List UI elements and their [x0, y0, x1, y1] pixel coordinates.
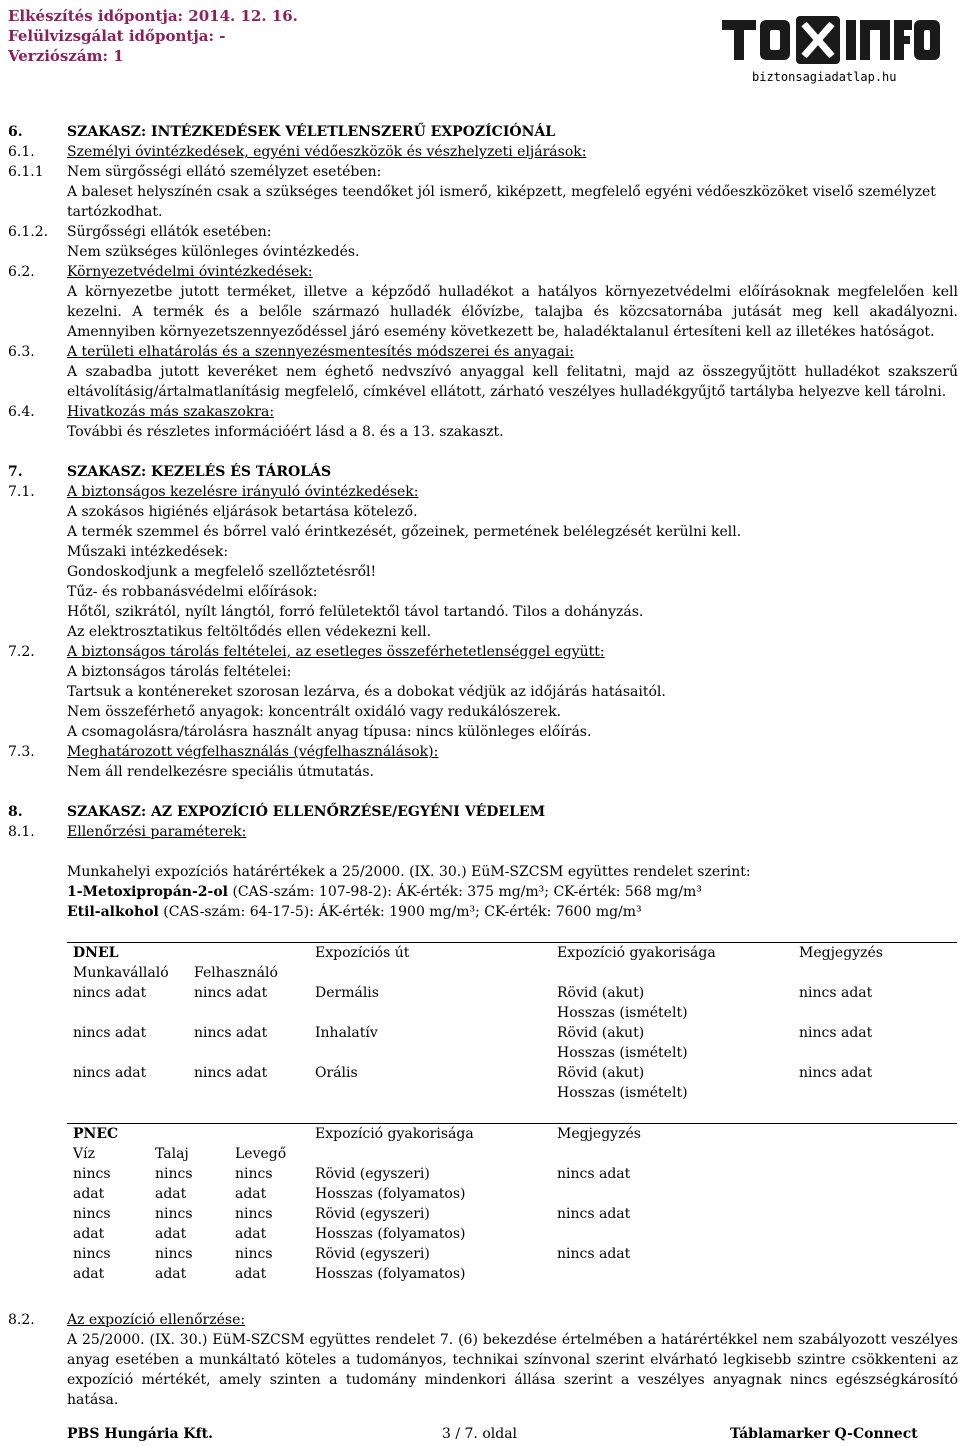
cell-water: nincs adat: [73, 1206, 111, 1242]
cell-note: nincs adat: [557, 1246, 631, 1262]
section-8-2-heading: 8.2. Az expozíció ellenőrzése:: [8, 1312, 246, 1328]
section-7-2-line: A biztonságos tárolás feltételei:: [67, 664, 292, 680]
section-6-2-heading: 6.2. Környezetvédelmi óvintézkedések:: [8, 264, 313, 280]
table-row: [67, 983, 957, 1023]
section-7-1-line: Műszaki intézkedések:: [67, 544, 229, 560]
section-7-2-heading: 7.2. A biztonságos tárolás feltételei, az esetleges összeférhetetlenséggel együtt:: [8, 644, 605, 660]
review-date: Felülvizsgálat időpontja: -: [8, 27, 226, 45]
version-number: Verziószám: 1: [8, 47, 124, 65]
cell-frequency: Rövid (egyszeri) Hosszas (folyamatos): [315, 1246, 466, 1282]
table-row: [67, 1063, 957, 1103]
section-7-heading: 7. SZAKASZ: KEZELÉS ÉS TÁROLÁS: [8, 464, 332, 480]
dnel-subheader-row: [67, 963, 957, 983]
dnel-table: [67, 942, 957, 1103]
section-8-2-text: A 25/2000. (IX. 30.) EüM-SZCSM együttes rendelet 7. (6) bekezdése értelmében a határértékkel nem szabályozott veszélyes anyag esetében a munkáltató köteles a tudományos, technikai színvonal szerint elvárható legkisebb szintre csökkenteni az expozíció mértékét, amely szinten a tudomány mindenkori állása szerint a veszélyes anyagnak nincs egészségkárosító hatása.: [67, 1332, 958, 1408]
cell-worker: nincs adat: [73, 1025, 147, 1041]
section-7-1-line: A termék szemmel és bőrrel való érintkezését, gőzeinek, permetének belélegzését kerülni kell.: [67, 524, 742, 540]
section-8-heading: 8. SZAKASZ: AZ EXPOZÍCIÓ ELLENŐRZÉSE/EGYÉNI VÉDELEM: [8, 804, 546, 820]
cell-soil: nincs adat: [155, 1166, 193, 1202]
section-6-3-text: A szabadba jutott keveréket nem éghető nedvszívó anyaggal kell felitatni, majd az összegyűjtött hulladékot szakszerű eltávolításig/ártalmatlanításig megfelelő, címkével ellátott, zárható veszélyes hulladékgyűjtő tartályba helyezve kell tárolni.: [67, 364, 958, 400]
cell-frequency: Rövid (egyszeri) Hosszas (folyamatos): [315, 1206, 466, 1242]
section-7-2-line: A csomagolásra/tárolásra használt anyag típusa: nincs különleges előírás.: [67, 724, 592, 740]
cell-note: nincs adat: [557, 1166, 631, 1182]
cell-frequency: Rövid (akut) Hosszas (ismételt): [557, 1065, 688, 1101]
cell-route: Dermális: [315, 985, 379, 1001]
soil-header: Talaj: [155, 1146, 189, 1162]
pnec-subheader-row: [67, 1144, 957, 1164]
exposure-limits-intro: Munkahelyi expozíciós határértékek a 25/2000. (IX. 30.) EüM-SZCSM együttes rendelet szerint:: [67, 864, 751, 880]
section-7-3-text: Nem áll rendelkezésre speciális útmutatás.: [67, 764, 374, 780]
pnec-header: PNEC: [73, 1126, 119, 1142]
section-7-2-line: Nem összeférhető anyagok: koncentrált oxidáló vagy redukálószerek.: [67, 704, 562, 720]
table-row: [67, 1023, 957, 1063]
footer-product: Táblamarker Q-Connect: [730, 1426, 918, 1442]
cell-route: Orális: [315, 1065, 358, 1081]
section-7-3-heading: 7.3. Meghatározott végfelhasználás (végfelhasználások):: [8, 744, 439, 760]
pnec-header-row: [67, 1124, 957, 1145]
cell-worker: nincs adat: [73, 985, 147, 1001]
dnel-header-row: [67, 943, 957, 964]
air-header: Levegő: [235, 1146, 287, 1162]
section-7-1-line: Gondoskodjunk a megfelelő szellőztetésről!: [67, 564, 377, 580]
cell-frequency: Rövid (akut) Hosszas (ismételt): [557, 985, 688, 1021]
exposure-route-header: Expozíciós út: [315, 945, 410, 961]
section-7-1-line: A szokásos higiénés eljárások betartása kötelező.: [67, 504, 418, 520]
cell-water: nincs adat: [73, 1246, 111, 1282]
section-6-1-2-heading: 6.1.2. Sürgősségi ellátók esetében:: [8, 224, 272, 240]
cell-note: nincs adat: [799, 985, 873, 1001]
note-header: Megjegyzés: [799, 945, 883, 961]
cell-air: nincs adat: [235, 1166, 273, 1202]
table-row: [67, 1164, 957, 1204]
cell-worker: nincs adat: [73, 1065, 147, 1081]
note-header: Megjegyzés: [557, 1126, 641, 1142]
user-header: Felhasználó: [194, 965, 278, 981]
cell-air: nincs adat: [235, 1206, 273, 1242]
cell-note: nincs adat: [557, 1206, 631, 1222]
section-6-1-1-heading: 6.1.1 Nem sürgősségi ellátó személyzet esetében:: [8, 164, 382, 180]
section-6-2-text: A környezetbe jutott terméket, illetve a képződő hulladékot a hatályos környezetvédelmi előírásoknak megfelelően kell kezelni. A termék és a belőle származó hulladék élővízbe, talajba és közcsatornába jutását meg kell akadályozni. Amennyiben környezetszennyeződéssel járó esemény következett be, haladéktalanul értesíteni kell az illetékes hatóságot.: [67, 284, 958, 340]
cell-soil: nincs adat: [155, 1246, 193, 1282]
exposure-limit-2: Etil-alkohol (CAS-szám: 64-17-5): ÁK-érték: 1900 mg/m³; CK-érték: 7600 mg/m³: [67, 904, 642, 920]
section-7-1-line: Az elektrosztatikus feltöltődés ellen védekezni kell.: [67, 624, 432, 640]
section-6-1-1-text: A baleset helyszínén csak a szükséges teendőket jól ismerő, kiképzett, megfelelő egyéni védőeszközöket viselő személyzet tartózkodhat.: [67, 184, 936, 220]
website-label: biztonsagiadatlap.hu: [752, 70, 897, 84]
section-7-1-line: Tűz- és robbanásvédelmi előírások:: [67, 584, 318, 600]
cell-air: nincs adat: [235, 1246, 273, 1282]
cell-water: nincs adat: [73, 1166, 111, 1202]
document-body: [8, 122, 958, 1410]
water-header: Víz: [73, 1146, 95, 1162]
toxinfo-logo: [722, 12, 940, 68]
cell-note: nincs adat: [799, 1025, 873, 1041]
section-7-2-line: Tartsuk a konténereket szorosan lezárva, és a dobokat védjük az időjárás hatásaitól.: [67, 684, 666, 700]
cell-note: nincs adat: [799, 1065, 873, 1081]
cell-user: nincs adat: [194, 985, 268, 1001]
created-date: Elkészítés időpontja: 2014. 12. 16.: [8, 7, 298, 25]
section-6-3-heading: 6.3. A területi elhatárolás és a szennyezésmentesítés módszerei és anyagai:: [8, 344, 574, 360]
cell-route: Inhalatív: [315, 1025, 378, 1041]
exposure-frequency-header: Expozíció gyakorisága: [315, 1126, 474, 1142]
table-row: [67, 1204, 957, 1244]
cell-soil: nincs adat: [155, 1206, 193, 1242]
table-row: [67, 1244, 957, 1284]
section-6-4-heading: 6.4. Hivatkozás más szakaszokra:: [8, 404, 275, 420]
cell-user: nincs adat: [194, 1025, 268, 1041]
section-7-1-line: Hőtől, szikrától, nyílt lángtól, forró felületektől távol tartandó. Tilos a dohányzás.: [67, 604, 644, 620]
cell-user: nincs adat: [194, 1065, 268, 1081]
footer-page-number: 3 / 7. oldal: [442, 1426, 518, 1442]
section-6-1-heading: 6.1. Személyi óvintézkedések, egyéni védőeszközök és vészhelyzeti eljárások:: [8, 144, 587, 160]
cell-frequency: Rövid (akut) Hosszas (ismételt): [557, 1025, 688, 1061]
section-6-heading: 6. SZAKASZ: INTÉZKEDÉSEK VÉLETLENSZERŰ EXPOZÍCIÓNÁL: [8, 124, 556, 140]
cell-frequency: Rövid (egyszeri) Hosszas (folyamatos): [315, 1166, 466, 1202]
worker-header: Munkavállaló: [73, 965, 169, 981]
section-8-1-heading: 8.1. Ellenőrzési paraméterek:: [8, 824, 247, 840]
pnec-table: [67, 1123, 957, 1284]
dnel-header: DNEL: [73, 945, 119, 961]
section-6-4-text: További és részletes információért lásd a 8. és a 13. szakaszt.: [67, 424, 504, 440]
section-7-1-heading: 7.1. A biztonságos kezelésre irányuló óvintézkedések:: [8, 484, 419, 500]
section-6-1-2-text: Nem szükséges különleges óvintézkedés.: [67, 244, 360, 260]
document-header: [8, 6, 298, 66]
exposure-limit-1: 1-Metoxipropán-2-ol (CAS-szám: 107-98-2): ÁK-érték: 375 mg/m³; CK-érték: 568 mg/m³: [67, 884, 702, 900]
footer-company: PBS Hungária Kft.: [67, 1426, 213, 1442]
exposure-frequency-header: Expozíció gyakorisága: [557, 945, 716, 961]
